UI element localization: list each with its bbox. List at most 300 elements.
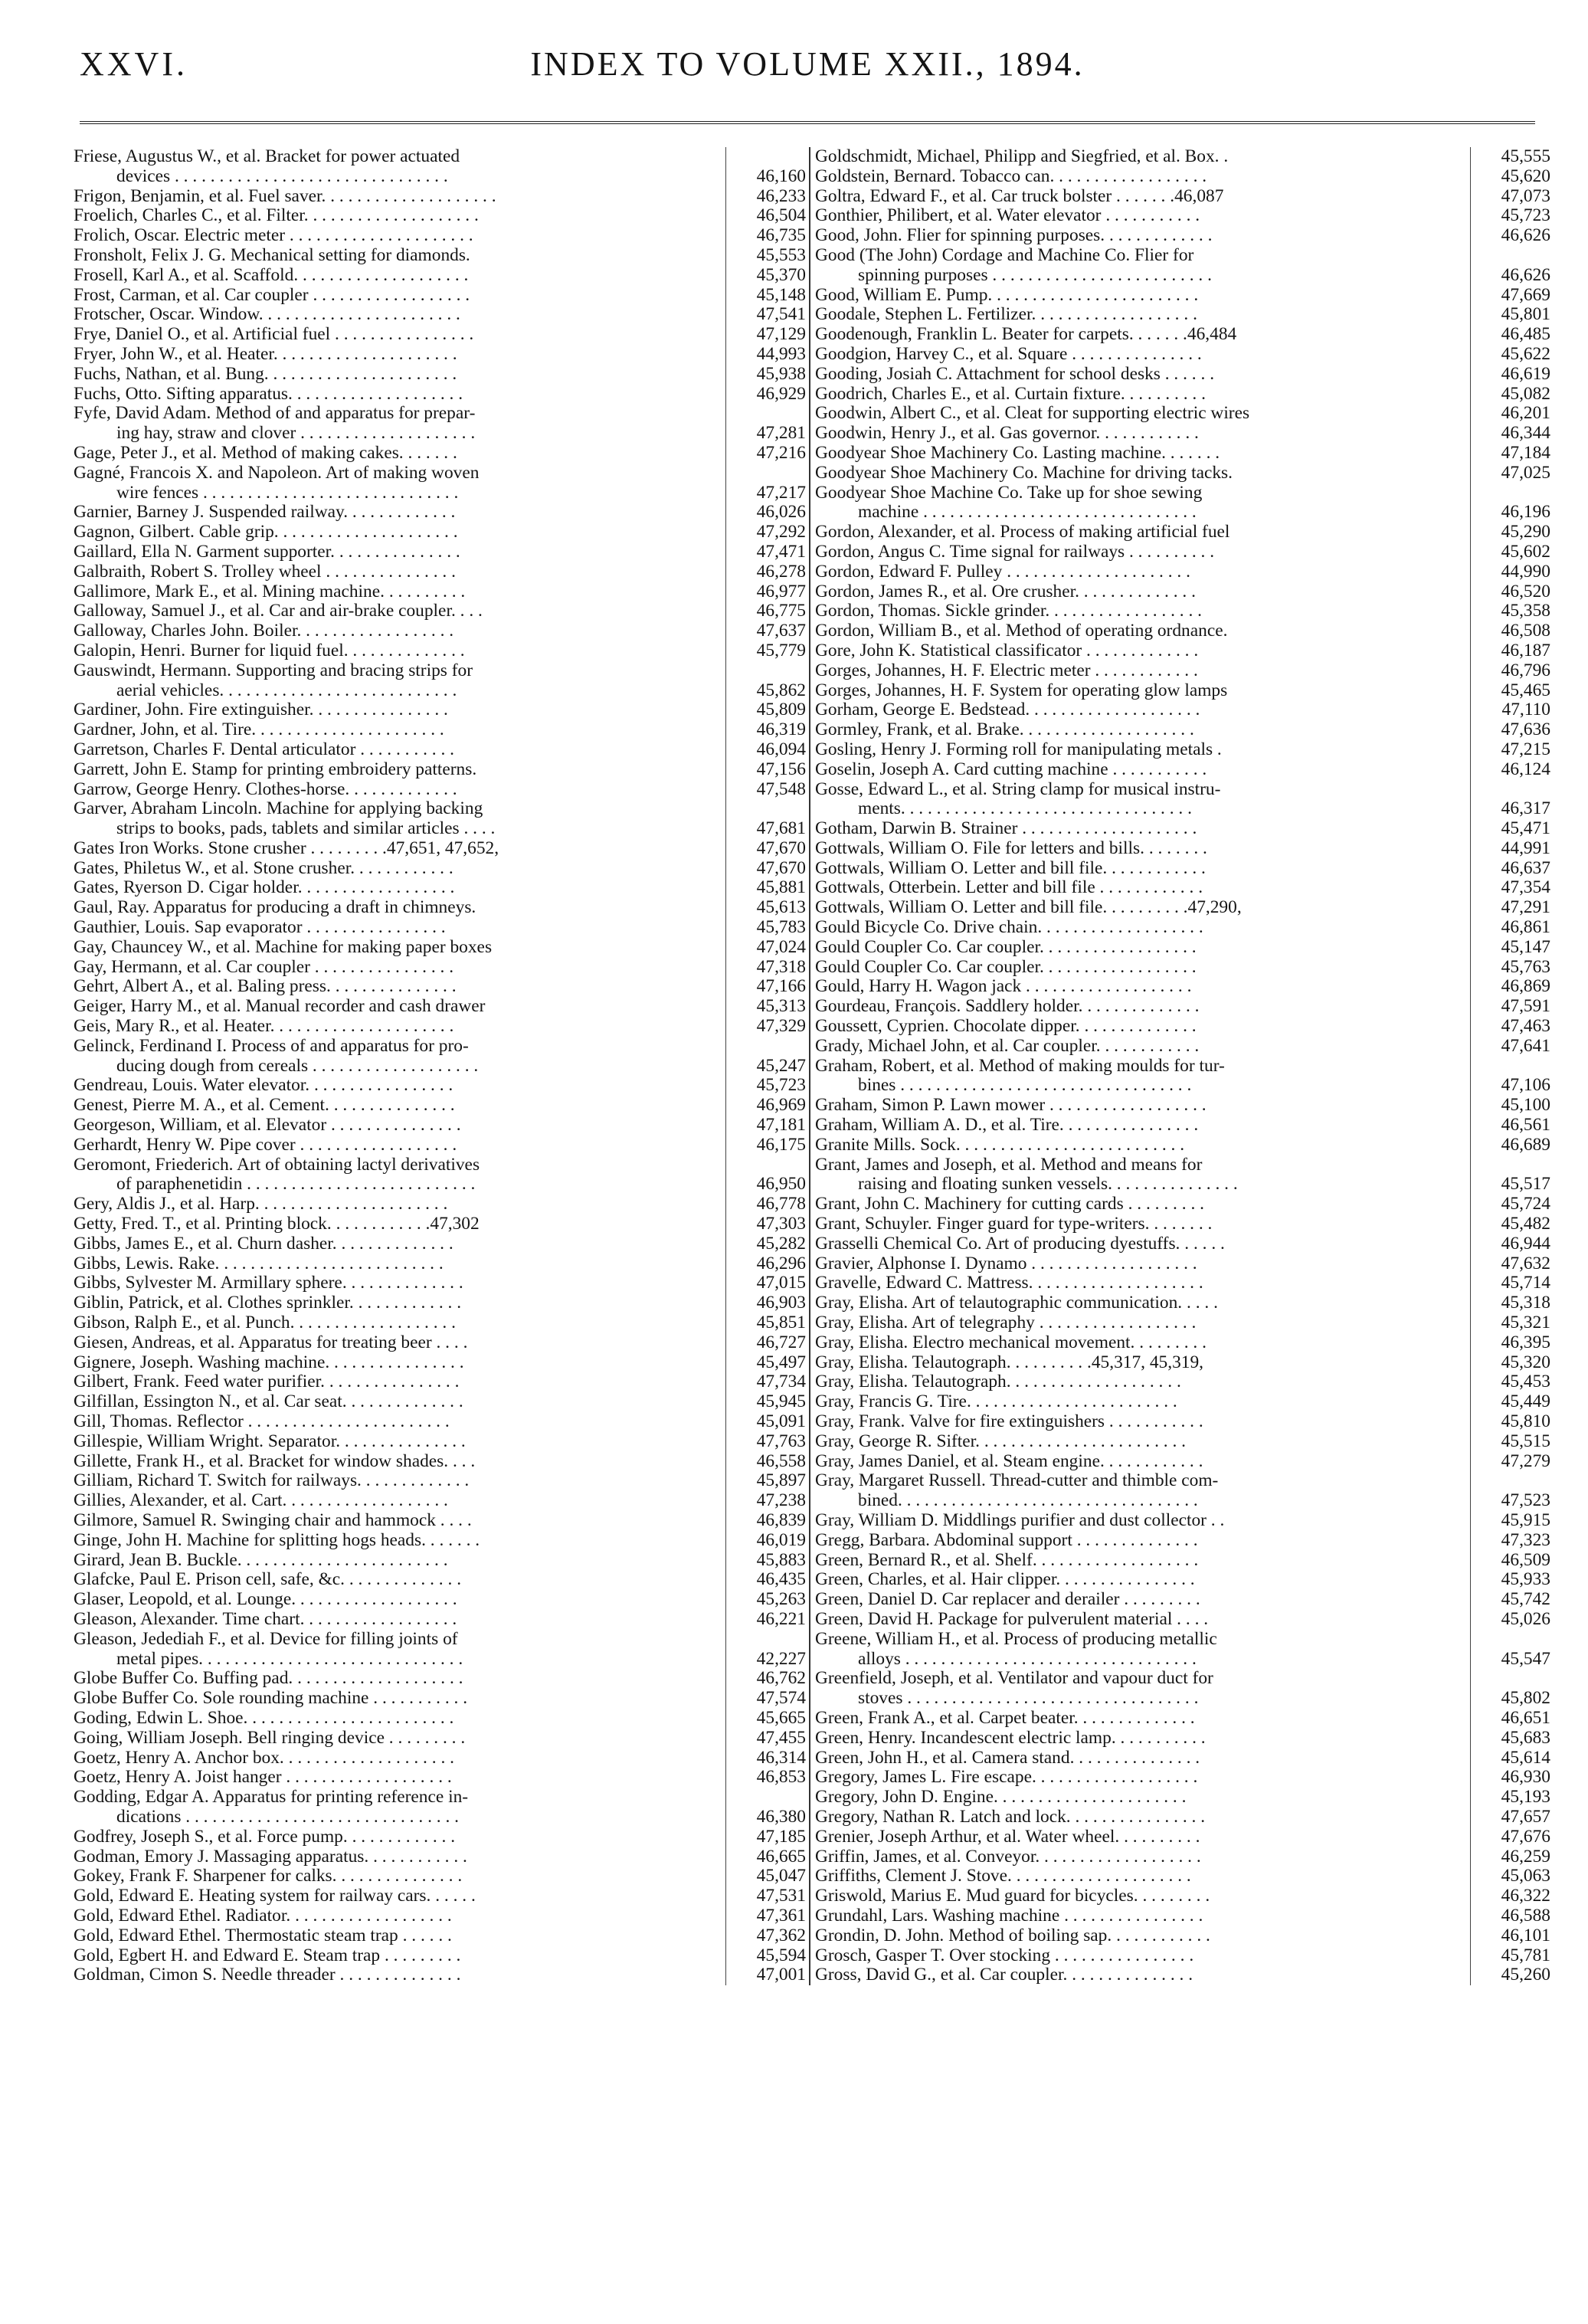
index-entry — [815, 1037, 1552, 1057]
patent-number: 47,361 — [756, 1905, 806, 1926]
entry-text: Garnier, Barney J. Suspended railway. . . . . . . . . . . . . — [74, 503, 726, 523]
patent-number: 46,637 — [1501, 857, 1550, 878]
index-entry — [74, 542, 807, 562]
index-entry-continuation — [815, 1491, 1552, 1511]
index-entry — [815, 206, 1552, 226]
entry-text: Gerhardt, Henry W. Pipe cover . . . . . . . . . . . . . . . . . . — [74, 1136, 726, 1155]
index-entry — [815, 1788, 1552, 1808]
entry-text: Granite Mills. Sock. . . . . . . . . . . . . . . . . . . . . . . . . . — [815, 1136, 1471, 1155]
index-entry — [74, 1234, 807, 1254]
entry-text: Gould Bicycle Co. Drive chain. . . . . . . . . . . . . . . . . . . — [815, 918, 1471, 938]
entry-text: Good (The John) Cordage and Machine Co. Flier for — [815, 246, 1471, 266]
index-entry — [815, 1353, 1552, 1373]
index-entry — [74, 286, 807, 306]
entry-text: Galopin, Henri. Burner for liquid fuel. . . . . . . . . . . . . . — [74, 641, 726, 661]
index-entry — [815, 720, 1552, 740]
entry-text: Fuchs, Nathan, et al. Bung. . . . . . . . . . . . . . . . . . . . . . — [74, 365, 726, 385]
patent-number: 47,303 — [756, 1214, 806, 1234]
entry-text: Good, William E. Pump. . . . . . . . . . . . . . . . . . . . . . . . — [815, 286, 1471, 306]
entry-text: Garrow, George Henry. Clothes-horse. . . . . . . . . . . . . — [74, 780, 726, 800]
entry-text: Gaillard, Ella N. Garment supporter. . . . . . . . . . . . . . . — [74, 542, 726, 562]
index-entry — [74, 1749, 807, 1768]
index-entry — [815, 167, 1552, 187]
index-entry — [815, 1273, 1552, 1293]
entry-text: Gleason, Alexander. Time chart. . . . . . . . . . . . . . . . . . — [74, 1610, 726, 1630]
index-entry — [815, 938, 1552, 958]
index-entry — [74, 325, 807, 345]
index-entry — [74, 601, 807, 621]
index-entry — [74, 246, 807, 266]
index-entry — [74, 1709, 807, 1729]
patent-number: 47,471 — [756, 541, 806, 562]
patent-number: 45,915 — [1501, 1509, 1550, 1530]
index-entry — [815, 859, 1552, 879]
index-entry — [74, 187, 807, 207]
entry-text: Gold, Edward Ethel. Radiator. . . . . . . . . . . . . . . . . . . — [74, 1906, 726, 1926]
entry-text: Gold, Edward E. Heating system for railway cars. . . . . . — [74, 1886, 726, 1906]
index-entry — [815, 424, 1552, 444]
index-entry — [815, 582, 1552, 602]
index-entry — [74, 1333, 807, 1353]
patent-number: 47,681 — [756, 818, 806, 839]
entry-text: Gregory, John D. Engine. . . . . . . . . . . . . . . . . . . . . . — [815, 1788, 1471, 1808]
entry-text: Gottwals, Otterbein. Letter and bill file . . . . . . . . . . . . — [815, 878, 1471, 898]
entry-text: Gottwals, William O. Letter and bill file. . . . . . . . . .47,290, — [815, 898, 1471, 918]
patent-number: 47,216 — [756, 442, 806, 463]
patent-number: 46,314 — [756, 1747, 806, 1768]
entry-text: Greenfield, Joseph, et al. Ventilator and vapour duct for — [815, 1669, 1471, 1689]
patent-number: 47,156 — [756, 759, 806, 779]
entry-text: Gates, Philetus W., et al. Stone crusher. . . . . . . . . . . . — [74, 859, 726, 879]
index-entry — [815, 1827, 1552, 1847]
index-entry — [74, 1076, 807, 1096]
entry-text: Gold, Edward Ethel. Thermostatic steam trap . . . . . . — [74, 1926, 726, 1946]
patent-number: 42,227 — [756, 1648, 806, 1669]
entry-text: Gore, John K. Statistical classificator . . . . . . . . . . . . . — [815, 641, 1471, 661]
entry-text: Goussett, Cyprien. Chocolate dipper. . . . . . . . . . . . . . — [815, 1017, 1471, 1037]
entry-text: Gray, James Daniel, et al. Steam engine. . . . . . . . . . . . — [815, 1452, 1471, 1472]
entry-text: Gregg, Barbara. Abdominal support . . . . . . . . . . . . . . — [815, 1531, 1471, 1551]
index-entry — [815, 1570, 1552, 1590]
patent-number: 45,282 — [756, 1233, 806, 1254]
index-entry — [815, 187, 1552, 207]
index-entry — [815, 760, 1552, 780]
patent-number: 46,950 — [756, 1174, 806, 1195]
patent-number: 45,779 — [756, 640, 806, 660]
patent-number: 45,742 — [1501, 1589, 1550, 1610]
patent-number: 47,670 — [756, 837, 806, 858]
index-entry — [815, 1412, 1552, 1432]
entry-text: machine . . . . . . . . . . . . . . . . . . . . . . . . . . . . . . . — [815, 503, 1471, 523]
patent-number: 45,320 — [1501, 1352, 1550, 1372]
index-entry — [74, 1195, 807, 1214]
index-entry — [74, 1491, 807, 1511]
patent-number: 45,453 — [1501, 1372, 1550, 1392]
entry-text: Gottwals, William O. Letter and bill file. . . . . . . . . . . . — [815, 859, 1471, 879]
index-entry — [74, 1827, 807, 1847]
index-entry — [815, 1610, 1552, 1630]
patent-number: 45,465 — [1501, 680, 1550, 700]
entry-text: Garrett, John E. Stamp for printing embroidery patterns. — [74, 760, 726, 780]
entry-text: Gauthier, Louis. Sap evaporator . . . . . . . . . . . . . . . . — [74, 918, 726, 938]
patent-number: 47,641 — [1501, 1035, 1550, 1056]
entry-text: Goding, Edwin L. Shoe. . . . . . . . . . . . . . . . . . . . . . . . — [74, 1709, 726, 1729]
entry-text: Grant, Schuyler. Finger guard for type-writers. . . . . . . . — [815, 1214, 1471, 1234]
patent-number: 47,185 — [756, 1826, 806, 1847]
entry-text: Gardiner, John. Fire extinguisher. . . . . . . . . . . . . . . . — [74, 700, 726, 720]
entry-text: stoves . . . . . . . . . . . . . . . . . . . . . . . . . . . . . . . . . — [815, 1689, 1471, 1709]
index-entry — [74, 1551, 807, 1571]
index-entry — [74, 1788, 807, 1808]
entry-text: Gonthier, Philibert, et al. Water elevator . . . . . . . . . . . — [815, 206, 1471, 226]
entry-text: Gray, George R. Sifter. . . . . . . . . . . . . . . . . . . . . . . . — [815, 1432, 1471, 1452]
patent-number: 46,322 — [1501, 1886, 1550, 1906]
entry-text: Goselin, Joseph A. Card cutting machine . . . . . . . . . . . — [815, 760, 1471, 780]
entry-text: Goodenough, Franklin L. Beater for carpets. . . . . . .46,484 — [815, 325, 1471, 345]
patent-number: 47,574 — [756, 1688, 806, 1709]
entry-text: Gokey, Frank F. Sharpener for calks. . . . . . . . . . . . . . . — [74, 1867, 726, 1886]
patent-number: 46,778 — [756, 1194, 806, 1214]
patent-number: 46,869 — [1501, 976, 1550, 997]
index-entry — [815, 1333, 1552, 1353]
patent-number: 47,670 — [756, 857, 806, 878]
index-entry — [815, 1867, 1552, 1886]
patent-number: 45,193 — [1501, 1787, 1550, 1808]
patent-number: 45,063 — [1501, 1866, 1550, 1886]
index-entry — [74, 1273, 807, 1293]
entry-text: Glafcke, Paul E. Prison cell, safe, &c. . . . . . . . . . . . . . — [74, 1570, 726, 1590]
entry-text: Gilfillan, Essington N., et al. Car seat. . . . . . . . . . . . . . — [74, 1392, 726, 1412]
entry-text: Fyfe, David Adam. Method of and apparatus for prepar- — [74, 404, 726, 424]
index-entry — [815, 1017, 1552, 1037]
patent-number: 46,094 — [756, 739, 806, 759]
entry-text: Gage, Peter J., et al. Method of making cakes. . . . . . . — [74, 444, 726, 464]
index-entry — [815, 523, 1552, 542]
patent-number: 47,279 — [1501, 1450, 1550, 1471]
entry-text: Gordon, William B., et al. Method of operating ordnance. — [815, 621, 1471, 641]
index-entry-continuation — [74, 1808, 807, 1827]
entry-text: of paraphenetidin . . . . . . . . . . . . . . . . . . . . . . . . . . — [74, 1175, 726, 1195]
entry-text: Frolich, Oscar. Electric meter . . . . . . . . . . . . . . . . . . . . . — [74, 226, 726, 246]
entry-text: Gates Iron Works. Stone crusher . . . . . . . . .47,651, 47,652, — [74, 839, 726, 859]
patent-number: 45,781 — [1501, 1945, 1550, 1965]
entry-text: Frotscher, Oscar. Window. . . . . . . . . . . . . . . . . . . . . . . — [74, 305, 726, 325]
index-entry — [815, 977, 1552, 997]
index-entry — [74, 1689, 807, 1709]
index-entry — [815, 1372, 1552, 1392]
entry-text: Grenier, Joseph Arthur, et al. Water wheel. . . . . . . . . . — [815, 1827, 1471, 1847]
index-entry — [815, 542, 1552, 562]
patent-number: 45,723 — [756, 1075, 806, 1096]
entry-text: Gilmore, Samuel R. Swinging chair and hammock . . . . — [74, 1511, 726, 1531]
entry-text: Gooding, Josiah C. Attachment for school desks . . . . . . — [815, 365, 1471, 385]
index-entry — [815, 483, 1552, 503]
patent-number: 46,344 — [1501, 423, 1550, 444]
patent-number: 47,632 — [1501, 1253, 1550, 1273]
entry-text: bines . . . . . . . . . . . . . . . . . . . . . . . . . . . . . . . . . — [815, 1076, 1471, 1096]
entry-text: Graham, Simon P. Lawn mower . . . . . . . . . . . . . . . . . . — [815, 1096, 1471, 1116]
patent-number: 46,233 — [756, 185, 806, 206]
index-entry — [815, 839, 1552, 859]
index-entry — [74, 1590, 807, 1610]
index-entry — [74, 503, 807, 523]
patent-number: 47,362 — [756, 1925, 806, 1945]
entry-text: Gray, Elisha. Telautograph. . . . . . . . . .45,317, 45,319, — [815, 1353, 1471, 1373]
patent-number: 47,291 — [1501, 897, 1550, 918]
entry-text: Graham, Robert, et al. Method of making moulds for tur- — [815, 1057, 1471, 1077]
patent-number: 47,455 — [756, 1727, 806, 1748]
index-entry — [74, 1768, 807, 1788]
patent-number: 47,181 — [756, 1115, 806, 1136]
index-entry — [815, 1669, 1552, 1689]
entry-text: Gehrt, Albert A., et al. Baling press. . . . . . . . . . . . . . . — [74, 977, 726, 997]
index-entry — [815, 1471, 1552, 1491]
entry-text: Gray, William D. Middlings purifier and dust collector . . — [815, 1511, 1471, 1531]
entry-text: Gotham, Darwin B. Strainer . . . . . . . . . . . . . . . . . . . . — [815, 819, 1471, 839]
index-entry — [815, 819, 1552, 839]
patent-number: 45,801 — [1501, 304, 1550, 325]
index-entry — [74, 1116, 807, 1136]
entry-text: Gregory, James L. Fire escape. . . . . . . . . . . . . . . . . . . — [815, 1768, 1471, 1788]
entry-text: Gormley, Frank, et al. Brake. . . . . . . . . . . . . . . . . . . . — [815, 720, 1471, 740]
patent-number: 47,001 — [756, 1965, 806, 1985]
entry-text: Goetz, Henry A. Anchor box. . . . . . . . . . . . . . . . . . . . — [74, 1749, 726, 1768]
patent-number: 46,588 — [1501, 1905, 1550, 1926]
index-entry — [815, 918, 1552, 938]
patent-number: 45,091 — [756, 1411, 806, 1431]
entry-text: Gray, Elisha. Art of telegraphy . . . . . . . . . . . . . . . . . . — [815, 1313, 1471, 1333]
patent-number: 45,881 — [756, 877, 806, 898]
index-entry — [74, 641, 807, 661]
index-entry-continuation — [815, 1650, 1552, 1670]
patent-number: 46,977 — [756, 581, 806, 601]
entry-text: Giesen, Andreas, et al. Apparatus for treating beer . . . . — [74, 1333, 726, 1353]
entry-text: alloys . . . . . . . . . . . . . . . . . . . . . . . . . . . . . . . . . — [815, 1650, 1471, 1670]
index-entry — [815, 1946, 1552, 1966]
patent-number: 47,763 — [756, 1431, 806, 1451]
entry-text: Goodyear Shoe Machine Co. Take up for shoe sewing — [815, 483, 1471, 503]
entry-text: spinning purposes . . . . . . . . . . . . . . . . . . . . . . . . . — [815, 266, 1471, 286]
index-entry — [74, 1452, 807, 1472]
patent-number: 46,278 — [756, 561, 806, 582]
patent-number: 45,553 — [756, 244, 806, 265]
entry-text: Globe Buffer Co. Sole rounding machine . . . . . . . . . . . — [74, 1689, 726, 1709]
patent-number: 46,317 — [1501, 798, 1550, 819]
patent-number: 46,160 — [756, 166, 806, 186]
index-entry — [815, 1926, 1552, 1946]
patent-number: 45,945 — [756, 1391, 806, 1412]
patent-number: 46,187 — [1501, 640, 1550, 660]
entry-text: Gagné, Francois X. and Napoleon. Art of making woven — [74, 464, 726, 483]
index-entry-continuation — [815, 266, 1552, 286]
patent-number: 47,025 — [1501, 462, 1550, 483]
index-entry — [815, 1155, 1552, 1175]
entry-text: Green, Henry. Incandescent electric lamp. . . . . . . . . . . — [815, 1729, 1471, 1749]
index-entry — [815, 305, 1552, 325]
patent-number: 45,683 — [1501, 1727, 1550, 1748]
index-entry — [74, 997, 807, 1017]
entry-text: Gordon, Thomas. Sickle grinder. . . . . . . . . . . . . . . . . . — [815, 601, 1471, 621]
entry-text: Gray, Francis G. Tire. . . . . . . . . . . . . . . . . . . . . . . . — [815, 1392, 1471, 1412]
patent-number: 45,809 — [756, 700, 806, 720]
index-entry — [815, 700, 1552, 720]
entry-text: Gilliam, Richard T. Switch for railways. . . . . . . . . . . . . — [74, 1471, 726, 1491]
entry-text: Griswold, Marius E. Mud guard for bicycles. . . . . . . . . — [815, 1886, 1471, 1906]
index-entry — [74, 404, 807, 424]
patent-number: 45,613 — [756, 897, 806, 918]
index-entry — [74, 621, 807, 641]
index-entry — [815, 1214, 1552, 1234]
index-entry — [74, 1511, 807, 1531]
patent-number: 45,714 — [1501, 1273, 1550, 1293]
index-entry — [74, 266, 807, 286]
index-entry — [815, 246, 1552, 266]
entry-text: Frigon, Benjamin, et al. Fuel saver. . . . . . . . . . . . . . . . . . . . — [74, 187, 726, 207]
entry-text: Fronsholt, Felix J. G. Mechanical setting for diamonds. — [74, 246, 726, 266]
index-entry — [74, 1886, 807, 1906]
entry-text: Gignere, Joseph. Washing machine. . . . . . . . . . . . . . . . — [74, 1353, 726, 1373]
entry-text: Goodwin, Henry J., et al. Gas governor. . . . . . . . . . . . — [815, 424, 1471, 444]
entry-text: Gleason, Jedediah F., et al. Device for filling joints of — [74, 1630, 726, 1650]
entry-text: Gillespie, William Wright. Separator. . . . . . . . . . . . . . . — [74, 1432, 726, 1452]
patent-number: 45,082 — [1501, 383, 1550, 404]
index-entry — [815, 444, 1552, 464]
index-entry — [815, 1293, 1552, 1313]
patent-number: 45,370 — [756, 264, 806, 285]
entry-text: Getty, Fred. T., et al. Printing block. . . . . . . . . . . .47,302 — [74, 1214, 726, 1234]
patent-number: 45,148 — [756, 284, 806, 305]
entry-text: Gordon, James R., et al. Ore crusher. . . . . . . . . . . . . . — [815, 582, 1471, 602]
entry-text: Gray, Elisha. Telautograph. . . . . . . . . . . . . . . . . . . . — [815, 1372, 1471, 1392]
index-entry-continuation — [815, 799, 1552, 819]
patent-number: 45,100 — [1501, 1095, 1550, 1116]
entry-text: Grant, John C. Machinery for cutting cards . . . . . . . . . — [815, 1195, 1471, 1214]
entry-text: Gibbs, Sylvester M. Armillary sphere. . . . . . . . . . . . . . — [74, 1273, 726, 1293]
index-entry — [74, 464, 807, 483]
index-entry — [815, 345, 1552, 365]
entry-text: Gillies, Alexander, et al. Cart. . . . . . . . . . . . . . . . . . . — [74, 1491, 726, 1511]
index-entry — [815, 1729, 1552, 1749]
entry-text: Gelinck, Ferdinand I. Process of and apparatus for pro- — [74, 1037, 726, 1057]
entry-text: Godfrey, Joseph S., et al. Force pump. . . . . . . . . . . . . — [74, 1827, 726, 1847]
patent-number: 46,319 — [756, 719, 806, 740]
patent-number: 45,620 — [1501, 166, 1550, 186]
patent-number: 47,329 — [756, 1016, 806, 1037]
patent-number: 46,558 — [756, 1450, 806, 1471]
patent-number: 46,296 — [756, 1253, 806, 1273]
index-entry-continuation — [74, 1175, 807, 1195]
patent-number: 45,247 — [756, 1055, 806, 1076]
index-entry — [815, 365, 1552, 385]
patent-number: 46,201 — [1501, 403, 1550, 424]
index-entry — [74, 385, 807, 405]
patent-number: 47,548 — [756, 778, 806, 799]
entry-text: Gery, Aldis J., et al. Harp. . . . . . . . . . . . . . . . . . . . . . — [74, 1195, 726, 1214]
entry-text: Goetz, Henry A. Joist hanger . . . . . . . . . . . . . . . . . . . — [74, 1768, 726, 1788]
entry-text: Gill, Thomas. Reflector . . . . . . . . . . . . . . . . . . . . . . . — [74, 1412, 726, 1432]
index-entry — [74, 1729, 807, 1749]
page-title: INDEX TO VOLUME XXII., 1894. — [530, 45, 1085, 83]
entry-text: Frost, Carman, et al. Car coupler . . . . . . . . . . . . . . . . . . — [74, 286, 726, 306]
index-entry — [74, 700, 807, 720]
index-entry — [74, 582, 807, 602]
patent-number: 45,883 — [756, 1549, 806, 1570]
patent-number: 45,497 — [756, 1352, 806, 1372]
patent-number: 47,024 — [756, 936, 806, 957]
index-entry — [74, 1392, 807, 1412]
entry-text: Gould Coupler Co. Car coupler. . . . . . . . . . . . . . . . . . — [815, 938, 1471, 958]
entry-text: Girard, Jean B. Buckle. . . . . . . . . . . . . . . . . . . . . . . . — [74, 1551, 726, 1571]
index-entry — [815, 1234, 1552, 1254]
entry-text: devices . . . . . . . . . . . . . . . . . . . . . . . . . . . . . . . — [74, 167, 726, 187]
patent-number: 47,238 — [756, 1490, 806, 1511]
entry-text: Gray, Margaret Russell. Thread-cutter and thimble com- — [815, 1471, 1471, 1491]
index-entry — [74, 878, 807, 898]
patent-number: 45,724 — [1501, 1194, 1550, 1214]
index-entry — [74, 1669, 807, 1689]
patent-number: 45,517 — [1501, 1174, 1550, 1195]
index-entry — [74, 1531, 807, 1551]
index-entry — [815, 464, 1552, 483]
patent-number: 47,531 — [756, 1886, 806, 1906]
index-entry — [815, 1551, 1552, 1571]
entry-text: Gould Coupler Co. Car coupler. . . . . . . . . . . . . . . . . . — [815, 958, 1471, 978]
entry-text: Gendreau, Louis. Water elevator. . . . . . . . . . . . . . . . . — [74, 1076, 726, 1096]
entry-text: Goodgion, Harvey C., et al. Square . . . . . . . . . . . . . . . — [815, 345, 1471, 365]
patent-number: 47,636 — [1501, 719, 1550, 740]
patent-number: 44,991 — [1501, 837, 1550, 858]
patent-number: 47,657 — [1501, 1806, 1550, 1827]
index-entry — [74, 799, 807, 819]
patent-number: 46,619 — [1501, 363, 1550, 384]
patent-number: 45,897 — [756, 1470, 806, 1491]
entry-text: Galloway, Samuel J., et al. Car and air-brake coupler. . . . — [74, 601, 726, 621]
patent-number: 46,930 — [1501, 1767, 1550, 1788]
index-entry — [74, 1017, 807, 1037]
entry-text: ments. . . . . . . . . . . . . . . . . . . . . . . . . . . . . . . . . — [815, 799, 1471, 819]
patent-number: 47,669 — [1501, 284, 1550, 305]
index-entry — [74, 760, 807, 780]
entry-text: Grundahl, Lars. Washing machine . . . . . . . . . . . . . . . . — [815, 1906, 1471, 1926]
index-entry — [815, 1531, 1552, 1551]
entry-text: Gibbs, Lewis. Rake. . . . . . . . . . . . . . . . . . . . . . . . . . — [74, 1254, 726, 1274]
patent-number: 47,184 — [1501, 442, 1550, 463]
patent-number: 45,665 — [756, 1707, 806, 1728]
index-entry — [815, 1392, 1552, 1412]
patent-number: 47,110 — [1501, 700, 1550, 720]
patent-number: 45,622 — [1501, 343, 1550, 364]
entry-text: dications . . . . . . . . . . . . . . . . . . . . . . . . . . . . . . . — [74, 1808, 726, 1827]
entry-text: Godman, Emory J. Massaging apparatus. . . . . . . . . . . . — [74, 1847, 726, 1867]
patent-number: 45,763 — [1501, 956, 1550, 977]
patent-number: 46,626 — [1501, 264, 1550, 285]
entry-text: Grosch, Gasper T. Over stocking . . . . . . . . . . . . . . . . — [815, 1946, 1471, 1966]
patent-number: 47,463 — [1501, 1016, 1550, 1037]
patent-number: 46,762 — [756, 1668, 806, 1689]
index-entry-continuation — [74, 167, 807, 187]
index-entry — [815, 740, 1552, 760]
index-entry — [74, 305, 807, 325]
patent-number: 46,175 — [756, 1134, 806, 1155]
index-entry — [815, 661, 1552, 681]
index-entry — [74, 1155, 807, 1175]
patent-number: 45,263 — [756, 1589, 806, 1610]
entry-text: Giblin, Patrick, et al. Clothes sprinkler. . . . . . . . . . . . . — [74, 1293, 726, 1313]
patent-number: 45,471 — [1501, 818, 1550, 839]
entry-text: Grady, Michael John, et al. Car coupler. . . . . . . . . . . . — [815, 1037, 1471, 1057]
entry-text: Geromont, Friederich. Art of obtaining lactyl derivatives — [74, 1155, 726, 1175]
patent-number: 46,395 — [1501, 1332, 1550, 1352]
